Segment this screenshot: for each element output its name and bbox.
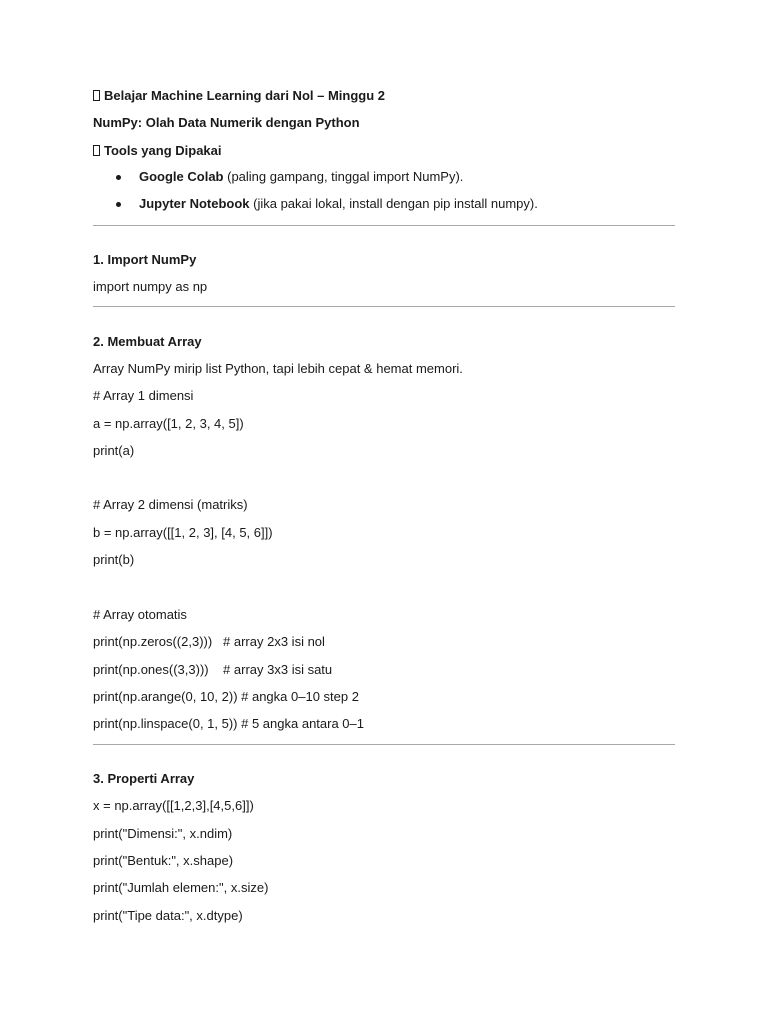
section-heading-properti: 3. Properti Array [93, 771, 195, 786]
tool-list-item [139, 169, 463, 185]
code-line: print(np.linspace(0, 1, 5)) # 5 angka antara 0–1 [93, 716, 365, 731]
missing-glyph-icon [93, 90, 100, 101]
code-line: print("Jumlah elemen:", x.size) [93, 880, 269, 895]
code-line: print(a) [93, 443, 135, 458]
code-line: # Array 2 dimensi (matriks) [93, 497, 248, 512]
code-line: # Array 1 dimensi [93, 388, 194, 403]
code-line: print(np.zeros((2,3))) # array 2x3 isi nol [93, 634, 325, 649]
horizontal-divider [93, 225, 675, 226]
document-title [93, 88, 385, 104]
code-line: b = np.array([[1, 2, 3], [4, 5, 6]]) [93, 525, 273, 540]
tool-name: Google Colab [139, 169, 224, 184]
document-title-text: Belajar Machine Learning dari Nol – Minggu 2 [104, 88, 385, 103]
bullet-icon [116, 202, 121, 207]
code-line: print("Dimensi:", x.ndim) [93, 826, 233, 841]
code-line: print(b) [93, 552, 135, 567]
code-line: import numpy as np [93, 279, 208, 294]
document-subtitle: NumPy: Olah Data Numerik dengan Python [93, 115, 360, 130]
code-line: print(np.arange(0, 10, 2)) # angka 0–10 step 2 [93, 689, 359, 704]
tool-description: (paling gampang, tinggal import NumPy). [223, 169, 464, 184]
code-line: print("Tipe data:", x.dtype) [93, 908, 243, 923]
bullet-icon [116, 175, 121, 180]
missing-glyph-icon [93, 145, 100, 156]
code-line: print("Bentuk:", x.shape) [93, 853, 234, 868]
tools-heading [93, 143, 222, 159]
section-intro: Array NumPy mirip list Python, tapi lebih cepat & hemat memori. [93, 361, 463, 376]
code-line: # Array otomatis [93, 607, 187, 622]
tools-heading-text: Tools yang Dipakai [104, 143, 222, 158]
tool-list-item [139, 196, 538, 212]
horizontal-divider [93, 744, 675, 745]
section-heading-array: 2. Membuat Array [93, 334, 202, 349]
horizontal-divider [93, 306, 675, 307]
code-line: print(np.ones((3,3))) # array 3x3 isi satu [93, 662, 333, 677]
tool-name: Jupyter Notebook [139, 196, 250, 211]
code-line: a = np.array([1, 2, 3, 4, 5]) [93, 416, 244, 431]
code-line: x = np.array([[1,2,3],[4,5,6]]) [93, 798, 254, 813]
section-heading-import: 1. Import NumPy [93, 252, 197, 267]
tool-description: (jika pakai lokal, install dengan pip install numpy). [249, 196, 538, 211]
